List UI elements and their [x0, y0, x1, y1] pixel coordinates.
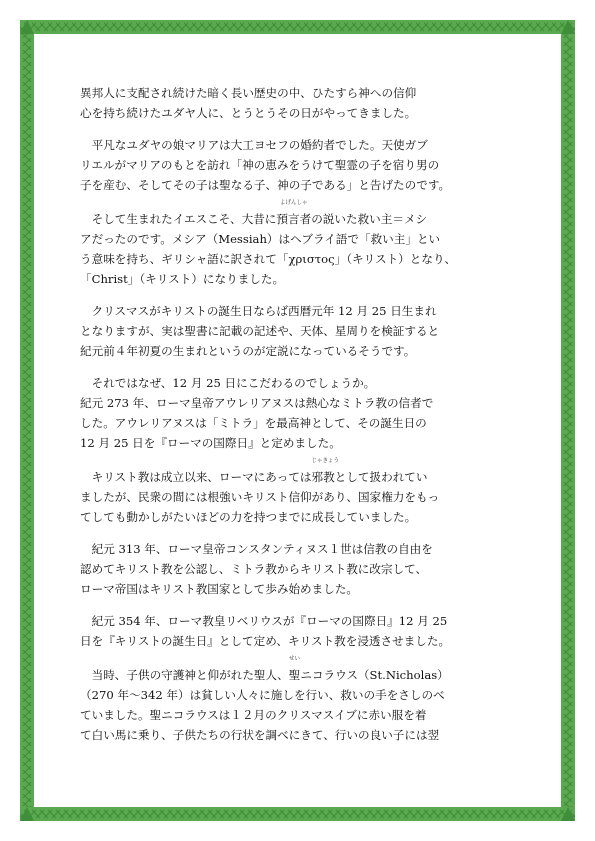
tree-border-bottom: [20, 807, 575, 821]
text-line-with-ruby: [80, 458, 520, 487]
text-segment: ニコラウス（St.Nicholas）: [300, 668, 449, 682]
text-line: した。アウレリアヌスは「ミトラ」を最高神として、その誕生日の: [80, 416, 427, 430]
paragraph-2: [80, 135, 520, 195]
text-line: 「Christ」（キリスト）になりました。: [80, 272, 285, 286]
tree-border-left: [20, 34, 34, 807]
text-line: 子を産む、そしてその子は聖なる子、神の子である」と告げたのです。: [80, 178, 451, 192]
paragraph-7: [80, 539, 520, 599]
ruby-base: 預言者: [276, 212, 312, 226]
text-line: 平凡なユダヤの娘マリアは大工ヨセフの婚約者でした。天使ガブ: [80, 138, 428, 152]
ruby-reading: せい: [289, 656, 301, 662]
text-line: 異邦人に支配され続けた暗く長い歴史の中、ひたすら神への信仰: [80, 86, 417, 100]
text-line: ローマ帝国はキリスト教国家として歩み始めました。: [80, 582, 359, 596]
text-segment: 当時、子供の守護神と仰がれた聖人、: [80, 668, 289, 682]
text-line: それではなぜ、12 月 25 日にこだわるのでしょうか。: [80, 376, 376, 390]
text-segment: そして生まれたイエスこそ、大昔に: [80, 212, 277, 226]
text-line-with-ruby: [80, 656, 520, 685]
paragraph-5: [80, 373, 520, 453]
text-line: 心を持ち続けたユダヤ人に、とうとうその日がやってきました。: [80, 106, 417, 120]
text-segment: の説いた救い主＝メシ: [311, 212, 428, 226]
ruby-word: [276, 200, 312, 229]
text-line: 紀元 354 年、ローマ教皇リベリウスが『ローマの国際日』12 月 25: [80, 614, 448, 628]
text-line: ていました。聖ニコラウスは１２月のクリスマスイブに赤い服を着: [80, 708, 427, 722]
text-line: て白い馬に乗り、子供たちの行状を調べにきて、行いの良い子には翌: [80, 728, 440, 742]
paragraph-3: [80, 200, 520, 289]
paragraph-1: [80, 83, 520, 123]
text-segment: として扱われてい: [334, 470, 428, 484]
ruby-base: 邪教: [311, 470, 335, 484]
text-line: となりますが、実は聖書に記載の記述や、天体、星周りを検証すると: [80, 324, 440, 338]
text-line: う意味を持ち、ギリシャ語に訳されて「χριστος」（キリスト）となり、: [80, 252, 457, 266]
text-line: 日を『キリストの誕生日』として定め、キリスト教を浸透させました。: [80, 634, 451, 648]
text-line: アだったのです。メシア（Messiah）はヘブライ語で「救い主」とい: [80, 232, 441, 246]
text-line: クリスマスがキリストの誕生日ならば西暦元年 12 月 25 日生まれ: [80, 304, 437, 318]
paragraph-9: [80, 656, 520, 745]
ruby-base: 聖: [288, 668, 301, 682]
text-line: てしても動かしがたいほどの力を持つまでに成長していました。: [80, 510, 417, 524]
tree-border-right: [561, 34, 575, 807]
paragraph-6: [80, 458, 520, 527]
text-line: 認めてキリスト教を公認し、ミトラ教からキリスト教に改宗して、: [80, 562, 428, 576]
text-line-with-ruby: [80, 200, 520, 229]
text-line: ましたが、民衆の間には根強いキリスト信仰があり、国家権力をもっ: [80, 490, 440, 504]
tree-border-top: [20, 20, 575, 34]
text-line: 12 月 25 日を『ローマの国際日』と定めました。: [80, 436, 341, 450]
text-line: （270 年～342 年）は貧しい人々に施しを行い、救いの手をさしのべ: [80, 688, 445, 702]
ruby-reading: よげんしゃ: [280, 200, 308, 206]
paragraph-4: [80, 301, 520, 361]
ruby-reading: じゃきょう: [311, 458, 340, 464]
paragraph-8: [80, 611, 520, 651]
ruby-word: [288, 656, 301, 685]
text-line: 紀元前４年初夏の生まれというのが定説になっているそうです。: [80, 344, 416, 358]
text-line: リエルがマリアのもとを訪れ「神の恵みをうけて聖霊の子を宿り男の: [80, 158, 440, 172]
text-line: 紀元 273 年、ローマ皇帝アウレリアヌスは熱心なミトラ教の信者で: [80, 396, 434, 410]
text-segment: キリスト教は成立以来、ローマにあっては: [80, 470, 312, 484]
body-text: [80, 83, 520, 757]
ruby-word: [311, 458, 340, 487]
text-line: 紀元 313 年、ローマ皇帝コンスタンティヌス１世は信教の自由を: [80, 542, 433, 556]
